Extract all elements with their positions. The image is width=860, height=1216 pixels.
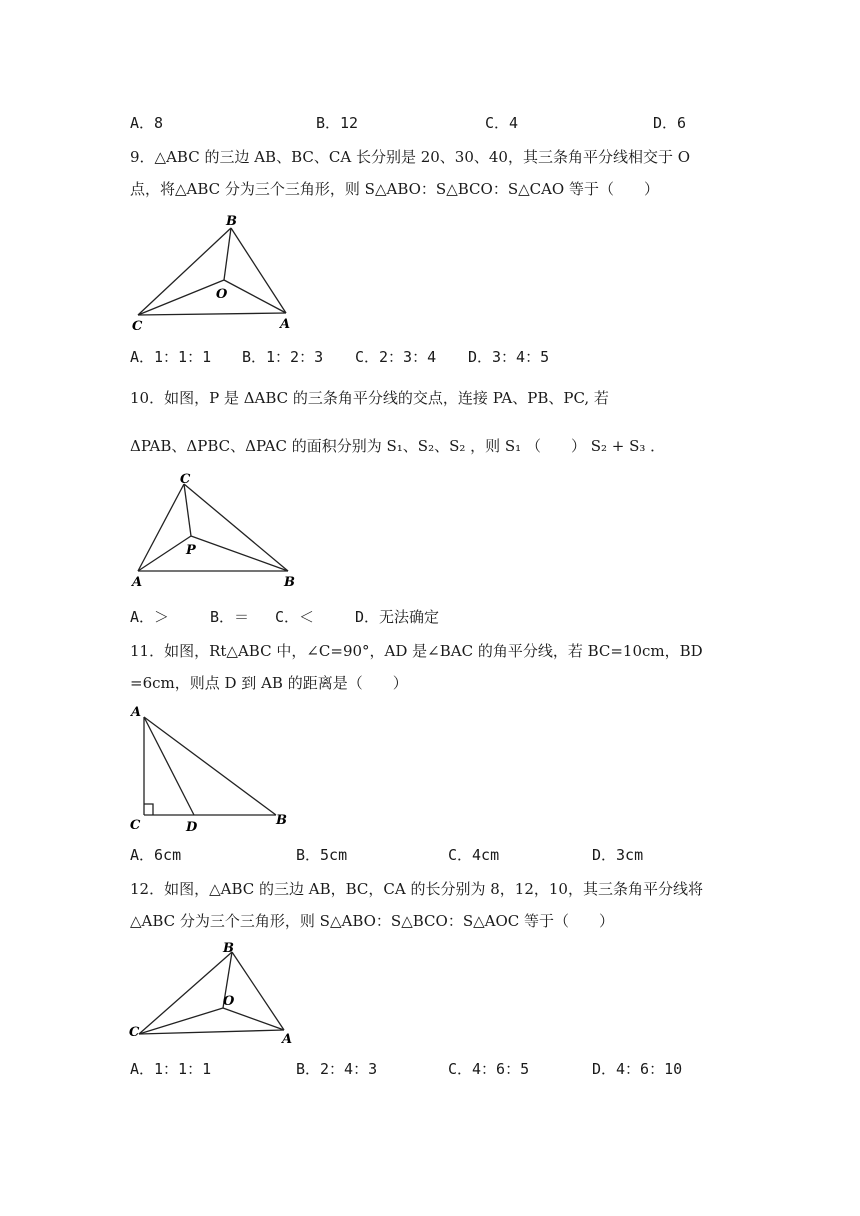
q10-label-b: B xyxy=(284,575,295,590)
q10-stem-line1: 10．如图，P 是 ΔABC 的三条角平分线的交点，连接 PA、PB、PC, 若 xyxy=(130,389,609,407)
q11-stem-line2: =6cm，则点 D 到 AB 的距离是（ ） xyxy=(130,674,408,692)
q11-option-c: C．4cm xyxy=(448,846,500,864)
q9-option-d: D．3：4：5 xyxy=(468,348,550,366)
q10-option-d: D．无法确定 xyxy=(355,608,440,626)
q11-option-b: B．5cm xyxy=(296,846,348,864)
q12-label-a: A xyxy=(282,1032,293,1047)
q12-side-cb xyxy=(139,952,232,1034)
q12-label-c: C xyxy=(129,1025,140,1040)
q10-segment-pb xyxy=(191,536,288,571)
q12-bisector-a xyxy=(223,1008,284,1030)
q12-label-b: B xyxy=(223,941,234,956)
q8-option-c: C．4 xyxy=(485,114,519,132)
q8-option-d: D．6 xyxy=(653,114,687,132)
q11-label-b: B xyxy=(276,813,287,828)
q9-bisector-a xyxy=(224,280,286,313)
q9-option-c: C．2：3：4 xyxy=(355,348,437,366)
q10-option-a: A．＞ xyxy=(130,608,170,626)
q12-option-a: A．1：1：1 xyxy=(130,1060,212,1078)
q9-label-o: O xyxy=(216,287,228,302)
q11-figure xyxy=(126,700,296,840)
q12-option-b: B．2：4：3 xyxy=(296,1060,378,1078)
q12-side-ba xyxy=(232,952,284,1030)
q9-bisector-c xyxy=(138,280,224,315)
q10-side-cb xyxy=(184,484,288,571)
q10-option-c: C．＜ xyxy=(275,608,315,626)
q10-option-b: B．＝ xyxy=(210,608,250,626)
q11-right-angle-mark xyxy=(144,804,153,815)
q12-stem-line1: 12．如图，△ABC 的三边 AB，BC，CA 的长分别为 8，12，10，其三条角平分线将 xyxy=(130,880,703,898)
q9-stem-line2: 点，将△ABC 分为三个三角形，则 S△ABO：S△BCO：S△CAO 等于（ ） xyxy=(130,180,660,198)
q12-bisector-c xyxy=(139,1008,223,1034)
q10-label-a: A xyxy=(132,575,143,590)
q11-side-ab xyxy=(144,717,276,815)
q11-label-d: D xyxy=(186,820,198,835)
q12-side-ca xyxy=(139,1030,284,1034)
q10-side-ca xyxy=(138,484,184,571)
q12-figure xyxy=(126,938,306,1053)
q11-stem-line1: 11．如图，Rt△ABC 中，∠C=90°，AD 是∠BAC 的角平分线，若 BC=10cm，BD xyxy=(130,642,703,660)
q10-figure xyxy=(128,470,308,590)
q9-label-a: A xyxy=(280,317,291,332)
q9-side-ca xyxy=(138,313,286,315)
q12-option-d: D．4：6：10 xyxy=(592,1060,683,1078)
q9-figure xyxy=(128,210,308,335)
q10-stem-line2: ΔPAB、ΔPBC、ΔPAC 的面积分别为 S₁、S₂、S₂ ，则 S₁ （ ） S₂ + S₃ ． xyxy=(130,437,666,455)
q11-option-a: A．6cm xyxy=(130,846,182,864)
q9-bisector-b xyxy=(224,228,231,280)
q11-label-a: A xyxy=(131,705,142,720)
q10-segment-pa xyxy=(138,536,191,571)
q11-bisector-ad xyxy=(144,717,194,815)
q8-option-a: A．8 xyxy=(130,114,164,132)
q9-stem-line1: 9．△ABC 的三边 AB、BC、CA 长分别是 20、30、40，其三条角平分线相交于 O xyxy=(130,148,691,166)
q9-option-a: A．1：1：1 xyxy=(130,348,212,366)
q8-option-b: B．12 xyxy=(316,114,359,132)
q9-option-b: B．1：2：3 xyxy=(242,348,324,366)
q12-stem-line2: △ABC 分为三个三角形，则 S△ABO：S△BCO：S△AOC 等于（ ） xyxy=(130,912,615,930)
q9-side-ba xyxy=(231,228,286,313)
q10-segment-pc xyxy=(184,484,191,536)
q9-label-b: B xyxy=(226,214,237,229)
q10-label-p: P xyxy=(186,543,196,558)
q12-option-c: C．4：6：5 xyxy=(448,1060,530,1078)
q9-label-c: C xyxy=(132,319,143,334)
q11-label-c: C xyxy=(130,818,141,833)
q11-option-d: D．3cm xyxy=(592,846,644,864)
q12-label-o: O xyxy=(223,994,235,1009)
q10-label-c: C xyxy=(180,472,191,487)
